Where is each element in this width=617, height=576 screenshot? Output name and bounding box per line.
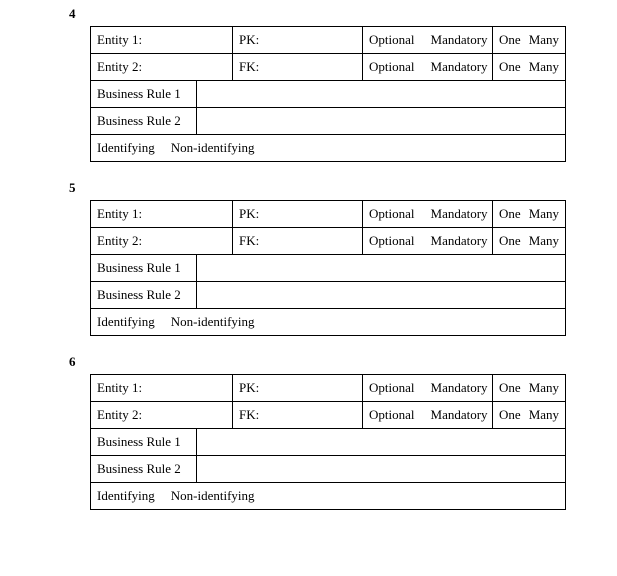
optional-option[interactable]: Optional <box>369 59 415 74</box>
mandatory-option[interactable]: Mandatory <box>430 407 488 422</box>
optional-option[interactable]: Optional <box>369 206 415 221</box>
relationship-form <box>90 200 566 336</box>
mandatory-option[interactable]: Mandatory <box>430 32 488 47</box>
many-option[interactable]: Many <box>528 32 560 47</box>
entity-2-row <box>91 402 566 429</box>
participation-options <box>363 54 493 81</box>
mandatory-option[interactable]: Mandatory <box>430 59 488 74</box>
fk-field[interactable]: FK: <box>233 54 363 81</box>
non-identifying-option[interactable]: Non-identifying <box>170 488 255 503</box>
business-rule-1-field[interactable] <box>197 255 566 282</box>
question-number: 4 <box>69 6 76 21</box>
participation-options <box>363 201 493 228</box>
optional-option[interactable]: Optional <box>369 233 415 248</box>
business-rule-2-label: Business Rule 2 <box>91 108 197 135</box>
relationship-form <box>90 374 566 510</box>
business-rule-1-label: Business Rule 1 <box>91 255 197 282</box>
many-option[interactable]: Many <box>528 233 560 248</box>
pk-field[interactable]: PK: <box>233 27 363 54</box>
one-option[interactable]: One <box>499 32 521 47</box>
optional-option[interactable]: Optional <box>369 32 415 47</box>
cardinality-options <box>493 201 566 228</box>
entity-1-row <box>91 375 566 402</box>
one-option[interactable]: One <box>499 59 521 74</box>
entity-1-row <box>91 201 566 228</box>
pk-field[interactable]: PK: <box>233 201 363 228</box>
mandatory-option[interactable]: Mandatory <box>430 233 488 248</box>
participation-options <box>363 228 493 255</box>
business-rule-1-row <box>91 81 566 108</box>
relationship-form <box>90 26 566 162</box>
business-rule-1-field[interactable] <box>197 81 566 108</box>
pk-field[interactable]: PK: <box>233 375 363 402</box>
entity-1-field[interactable]: Entity 1: <box>91 27 233 54</box>
entity-2-field[interactable]: Entity 2: <box>91 54 233 81</box>
one-option[interactable]: One <box>499 407 521 422</box>
entity-1-field[interactable]: Entity 1: <box>91 201 233 228</box>
non-identifying-option[interactable]: Non-identifying <box>170 140 255 155</box>
entity-2-field[interactable]: Entity 2: <box>91 228 233 255</box>
many-option[interactable]: Many <box>528 380 560 395</box>
optional-option[interactable]: Optional <box>369 380 415 395</box>
cardinality-options <box>493 54 566 81</box>
participation-options <box>363 27 493 54</box>
non-identifying-option[interactable]: Non-identifying <box>170 314 255 329</box>
one-option[interactable]: One <box>499 233 521 248</box>
fk-field[interactable]: FK: <box>233 228 363 255</box>
business-rule-1-row <box>91 429 566 456</box>
many-option[interactable]: Many <box>528 206 560 221</box>
identifying-option[interactable]: Identifying <box>97 140 155 155</box>
business-rule-1-label: Business Rule 1 <box>91 429 197 456</box>
entity-2-row <box>91 54 566 81</box>
identifying-row <box>91 309 566 336</box>
optional-option[interactable]: Optional <box>369 407 415 422</box>
business-rule-1-label: Business Rule 1 <box>91 81 197 108</box>
fk-field[interactable]: FK: <box>233 402 363 429</box>
participation-options <box>363 375 493 402</box>
many-option[interactable]: Many <box>528 407 560 422</box>
cardinality-options <box>493 402 566 429</box>
identifying-option[interactable]: Identifying <box>97 314 155 329</box>
identifying-option[interactable]: Identifying <box>97 488 155 503</box>
one-option[interactable]: One <box>499 380 521 395</box>
business-rule-2-field[interactable] <box>197 282 566 309</box>
one-option[interactable]: One <box>499 206 521 221</box>
identifying-options <box>91 135 566 162</box>
business-rule-2-row <box>91 456 566 483</box>
identifying-options <box>91 483 566 510</box>
mandatory-option[interactable]: Mandatory <box>430 206 488 221</box>
business-rule-2-field[interactable] <box>197 108 566 135</box>
participation-options <box>363 402 493 429</box>
entity-2-row <box>91 228 566 255</box>
business-rule-2-row <box>91 108 566 135</box>
business-rule-1-field[interactable] <box>197 429 566 456</box>
business-rule-2-row <box>91 282 566 309</box>
identifying-row <box>91 135 566 162</box>
question-number: 5 <box>69 180 76 195</box>
entity-1-row <box>91 27 566 54</box>
business-rule-2-field[interactable] <box>197 456 566 483</box>
identifying-options <box>91 309 566 336</box>
mandatory-option[interactable]: Mandatory <box>430 380 488 395</box>
business-rule-2-label: Business Rule 2 <box>91 282 197 309</box>
cardinality-options <box>493 375 566 402</box>
entity-1-field[interactable]: Entity 1: <box>91 375 233 402</box>
business-rule-1-row <box>91 255 566 282</box>
identifying-row <box>91 483 566 510</box>
cardinality-options <box>493 228 566 255</box>
entity-2-field[interactable]: Entity 2: <box>91 402 233 429</box>
business-rule-2-label: Business Rule 2 <box>91 456 197 483</box>
cardinality-options <box>493 27 566 54</box>
many-option[interactable]: Many <box>528 59 560 74</box>
question-number: 6 <box>69 354 76 369</box>
